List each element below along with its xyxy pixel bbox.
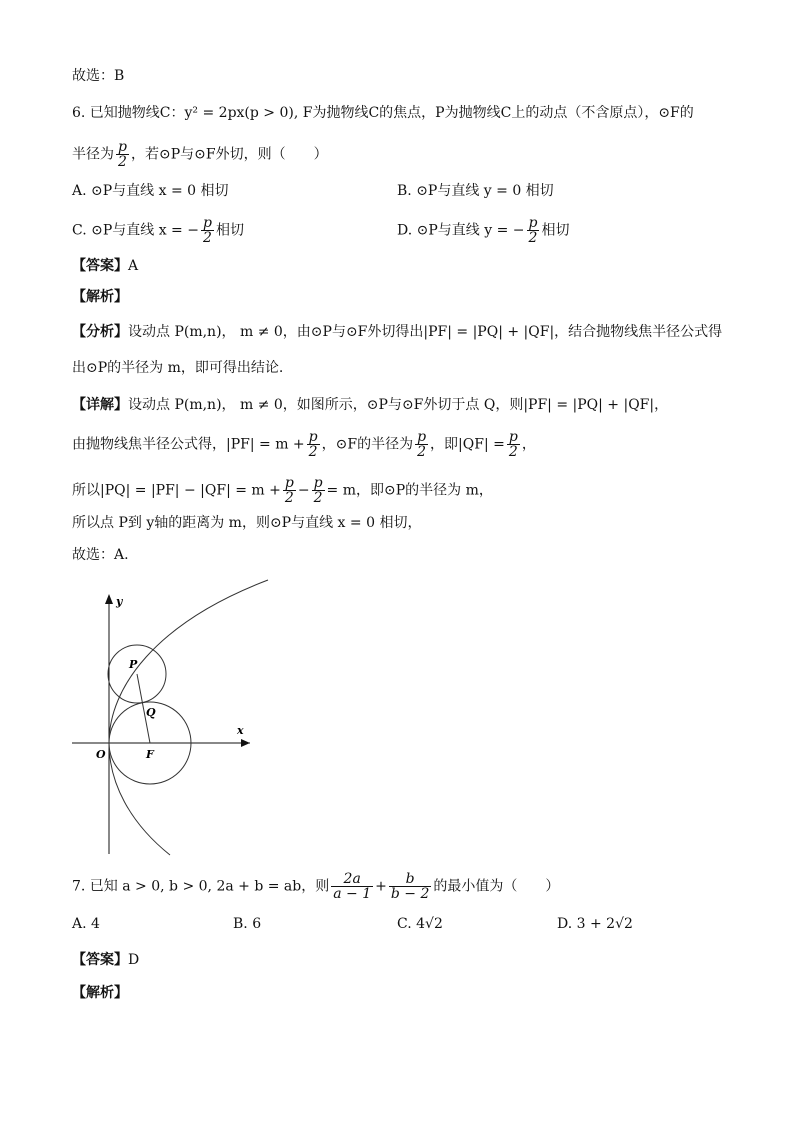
frac-num: b [389, 872, 432, 887]
xj3-frac1 [283, 476, 296, 505]
q7-frac1 [331, 872, 373, 901]
frac-num: p [118, 139, 127, 155]
frac-den: a − 1 [333, 886, 372, 902]
parabola-lower [109, 743, 170, 855]
answer-label: 【答案】 [72, 952, 128, 968]
parabola-figure [60, 578, 280, 860]
y-axis-arrow-icon [105, 594, 113, 604]
frac-num: p [528, 215, 538, 231]
frac-den: 2 [417, 444, 427, 460]
frac-den: 2 [284, 490, 294, 506]
q7-analysis-label: 【解析】 [72, 985, 128, 1001]
xj2-frac3 [507, 430, 520, 459]
q6-stem2-b: ，若⊙P与⊙F外切，则（ ） [130, 146, 328, 163]
frac-num: p [308, 429, 318, 445]
q6-xiangjie-line4: 所以点 P到 y轴的距离为 m，则⊙P与直线 x = 0 相切， [72, 515, 422, 531]
q6-stem-line1: 6. 已知抛物线C：y² = 2px(p > 0), F为抛物线C的焦点，P为抛物线C上的动点（不含原点），⊙F的 [72, 105, 694, 121]
q6-stem2-a: 半径为 [72, 146, 114, 163]
frac-den: 2 [118, 154, 127, 170]
q6-radius-fraction [116, 140, 129, 169]
q7-stem [72, 872, 559, 901]
q6-analysis-label: 【解析】 [72, 289, 128, 305]
q7-stem-a: 7. 已知 a > 0, b > 0, 2a + b = ab，则 [72, 878, 330, 895]
q6-xiangjie-line5: 故选：A. [72, 547, 129, 563]
frac-den: 2 [508, 444, 518, 460]
q7-stem-b: 的最小值为（ ） [433, 878, 560, 895]
label-y: y [116, 595, 123, 608]
answer-value: A [128, 258, 139, 274]
q6-option-b: B. ⊙P与直线 y = 0 相切 [397, 183, 554, 199]
frac-num: p [202, 215, 212, 231]
q6-stem-line2 [72, 140, 328, 169]
frac-den: 2 [308, 444, 318, 460]
q6-optc-fraction [201, 216, 214, 245]
q6-xiangjie-line3 [72, 476, 493, 505]
q6-option-d [397, 216, 569, 245]
xj3-frac2 [312, 476, 325, 505]
xj2-frac1 [307, 430, 320, 459]
frac-num: 2a [331, 872, 373, 887]
xj3-a: 所以|PQ| = |PF| − |QF| = m + [72, 482, 281, 499]
q7-plus: + [375, 878, 387, 895]
q7-option-d: D. 3 + 2√2 [557, 916, 633, 932]
q6-option-a: A. ⊙P与直线 x = 0 相切 [72, 183, 229, 199]
fenxi-label: 【分析】 [72, 324, 128, 340]
label-x: x [237, 724, 244, 737]
q6-fenxi-line2: 出⊙P的半径为 m，即可得出结论. [72, 360, 284, 376]
x-axis-arrow-icon [241, 739, 250, 747]
xj2-c: ，即|QF| = [430, 436, 505, 453]
q7-answer [72, 950, 139, 970]
xj2-a: 由抛物线焦半径公式得，|PF| = m + [72, 436, 305, 453]
q6-optc-b: 相切 [215, 222, 244, 239]
answer-value: D [128, 952, 140, 968]
q7-option-c: C. 4√2 [397, 916, 443, 932]
frac-num: p [508, 429, 518, 445]
q6-xiangjie-line1 [72, 395, 668, 415]
q6-fenxi-line1 [72, 322, 722, 342]
label-q: Q [146, 706, 156, 719]
q7-option-b: B. 6 [233, 916, 262, 932]
frac-den: 2 [203, 230, 212, 246]
fenxi-text1: 设动点 P(m,n)， m ≠ 0，由⊙P与⊙F外切得出|PF| = |PQ| + |QF|，结合抛物线焦半径公式得 [128, 324, 723, 340]
xj3-b: − [297, 482, 310, 499]
answer-label: 【答案】 [72, 258, 128, 274]
xiangjie-label: 【详解】 [72, 397, 128, 413]
label-p: P [129, 658, 138, 671]
q6-optd-fraction [527, 216, 540, 245]
frac-den: 2 [313, 490, 323, 506]
xiangjie-text1: 设动点 P(m,n)， m ≠ 0，如图所示，⊙P与⊙F外切于点 Q，则|PF| = |PQ| + |QF|， [128, 397, 669, 413]
xj3-c: = m，即⊙P的半径为 m， [326, 482, 493, 499]
frac-den: b − 2 [390, 886, 430, 902]
q7-option-a: A. 4 [72, 916, 100, 932]
xj2-b: ，⊙F的半径为 [321, 436, 414, 453]
q6-option-c [72, 216, 244, 245]
label-o: O [96, 748, 106, 761]
q6-xiangjie-line2 [72, 430, 536, 459]
frac-den: 2 [528, 230, 538, 246]
q6-optd-a: D. ⊙P与直线 y = − [397, 222, 525, 239]
frac-num: p [417, 429, 427, 445]
xj2-frac2 [415, 430, 428, 459]
q7-frac2 [389, 872, 432, 901]
q6-optc-a: C. ⊙P与直线 x = − [72, 222, 199, 239]
q6-optd-b: 相切 [541, 222, 570, 239]
previous-answer: 故选：B [72, 68, 125, 84]
xj2-d: ， [521, 436, 536, 453]
frac-num: p [284, 475, 294, 491]
label-f: F [146, 748, 154, 761]
q6-answer [72, 256, 138, 276]
frac-num: p [313, 475, 323, 491]
